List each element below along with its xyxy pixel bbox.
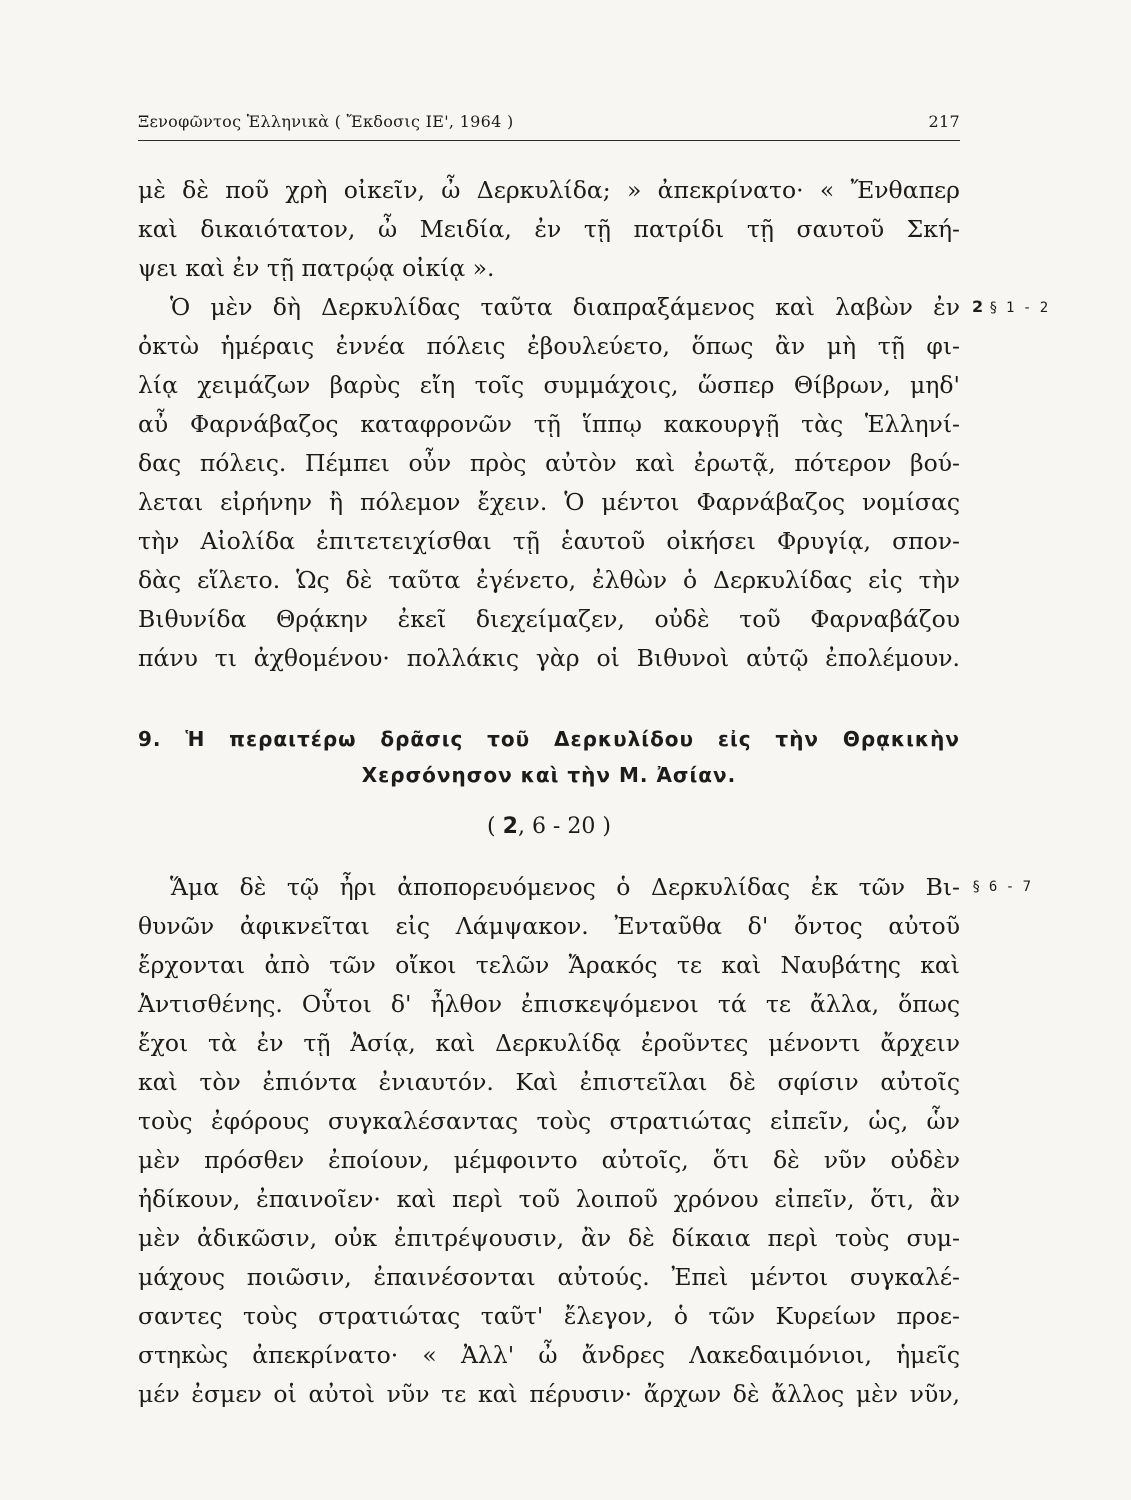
text-line: μὲ δὲ ποῦ χρὴ οἰκεῖν, ὦ Δερκυλίδα; » ἀπεκρίνατο· « Ἔνθαπερ: [138, 176, 960, 204]
text-line: θυνῶν ἀφικνεῖται εἰς Λάμψακον. Ἐνταῦθα δ' ὄντος αὐτοῦ: [138, 912, 960, 940]
section-heading: 9. Ἡ περαιτέρω δρᾶσις τοῦ Δερκυλίδου εἰς τὴν Θρᾳκικὴν: [138, 727, 960, 751]
section-heading-continued: Χερσόνησον καὶ τὴν Μ. Ἀσίαν.: [361, 763, 737, 787]
ref-book-number: 2: [502, 814, 518, 839]
text-line: ὀκτὼ ἡμέραις ἐννέα πόλεις ἐβουλεύετο, ὅπως ἂν μὴ τῇ φι-: [138, 332, 960, 360]
margin-section-ref: § 6 - 7: [972, 879, 1032, 895]
text-line: μέν ἐσμεν οἱ αὐτοὶ νῦν τε καὶ πέρυσιν· ἄρχων δὲ ἄλλος μὲν νῦν,: [138, 1380, 960, 1408]
text-line: Ἀντισθένης. Οὗτοι δ' ἦλθον ἐπισκεψόμενοι τά τε ἄλλα, ὅπως: [138, 990, 960, 1018]
text-line: λεται εἰρήνην ἢ πόλεμον ἔχειν. Ὁ μέντοι Φαρνάβαζος νομίσας: [138, 488, 960, 516]
text-line: καὶ δικαιότατον, ὦ Μειδία, ἐν τῇ πατρίδι τῇ σαυτοῦ Σκή-: [138, 215, 960, 243]
margin-paragraph-range: § 1 - 2: [989, 300, 1049, 316]
section-source-ref: ( 2, 6 - 20 ): [487, 814, 611, 839]
text-line: ἠδίκουν, ἐπαινοῖεν· καὶ περὶ τοῦ λοιποῦ χρόνου εἰπεῖν, ὅτι, ἂν: [138, 1185, 960, 1213]
page-number: 217: [928, 112, 960, 131]
text-line: μὲν πρόσθεν ἐποίουν, μέμφοιντο αὐτοῖς, ὅτι δὲ νῦν οὐδὲν: [138, 1146, 960, 1174]
text-line: πάνυ τι ἀχθομένου· πολλάκις γὰρ οἱ Βιθυνοὶ αὐτῷ ἐπολέμουν.: [138, 644, 960, 672]
text-line: Βιθυνίδα Θρᾴκην ἐκεῖ διεχείμαζεν, οὐδὲ τοῦ Φαρναβάζου: [138, 605, 960, 633]
text-line: ἔχοι τὰ ἐν τῇ Ἀσίᾳ, καὶ Δερκυλίδᾳ ἐροῦντες μένοντι ἄρχειν: [138, 1029, 960, 1057]
text-line: μάχους ποιῶσιν, ἐπαινέσονται αὐτούς. Ἐπεὶ μέντοι συγκαλέ-: [138, 1263, 960, 1291]
margin-section-ref: [972, 292, 1048, 323]
text-line: ἔρχονται ἀπὸ τῶν οἴκοι τελῶν Ἄρακός τε καὶ Ναυβάτης καὶ: [138, 951, 960, 979]
text-line: τὴν Αἰολίδα ἐπιτετειχίσθαι τῇ ἑαυτοῦ οἰκήσει Φρυγίᾳ, σπον-: [138, 527, 960, 555]
text-line: σαντες τοὺς στρατιώτας ταῦτ' ἔλεγον, ὁ τῶν Κυρείων προε-: [138, 1302, 960, 1330]
text-line: αὖ Φαρνάβαζος καταφρονῶν τῇ ἵππῳ κακουργῇ τὰς Ἑλληνί-: [138, 410, 960, 438]
text-line: τοὺς ἐφόρους συγκαλέσαντας τοὺς στρατιώτας εἰπεῖν, ὡς, ὧν: [138, 1107, 960, 1135]
text-line: στηκὼς ἀπεκρίνατο· « Ἀλλ' ὦ ἄνδρες Λακεδαιμόνιοι, ἡμεῖς: [138, 1341, 960, 1369]
text-line: Ἅμα δὲ τῷ ἦρι ἀποπορευόμενος ὁ Δερκυλίδας ἐκ τῶν Βι-: [170, 873, 960, 901]
text-line: ψει καὶ ἐν τῇ πατρῴᾳ οἰκίᾳ ».: [138, 254, 495, 282]
text-line: μὲν ἀδικῶσιν, οὐκ ἐπιτρέψουσιν, ἂν δὲ δίκαια περὶ τοὺς συμ-: [138, 1224, 960, 1252]
text-line: λίᾳ χειμάζων βαρὺς εἴη τοῖς συμμάχοις, ὥσπερ Θίβρων, μηδ': [138, 371, 960, 399]
text-line: Ὁ μὲν δὴ Δερκυλίδας ταῦτα διαπραξάμενος καὶ λαβὼν ἐν: [170, 293, 960, 321]
running-header: [138, 112, 960, 140]
header-rule: [138, 140, 960, 141]
margin-book-number: 2: [972, 297, 984, 316]
running-title: Ξενοφῶντος Ἑλληνικὰ ( Ἔκδοσις ΙΕ', 1964 ): [138, 112, 514, 131]
text-line: καὶ τὸν ἐπιόντα ἐνιαυτόν. Καὶ ἐπιστεῖλαι δὲ σφίσιν αὐτοῖς: [138, 1068, 960, 1096]
text-line: δας πόλεις. Πέμπει οὖν πρὸς αὐτὸν καὶ ἐρωτᾷ, πότερον βού-: [138, 449, 960, 477]
text-line: δὰς εἵλετο. Ὡς δὲ ταῦτα ἐγένετο, ἐλθὼν ὁ Δερκυλίδας εἰς τὴν: [138, 566, 960, 594]
